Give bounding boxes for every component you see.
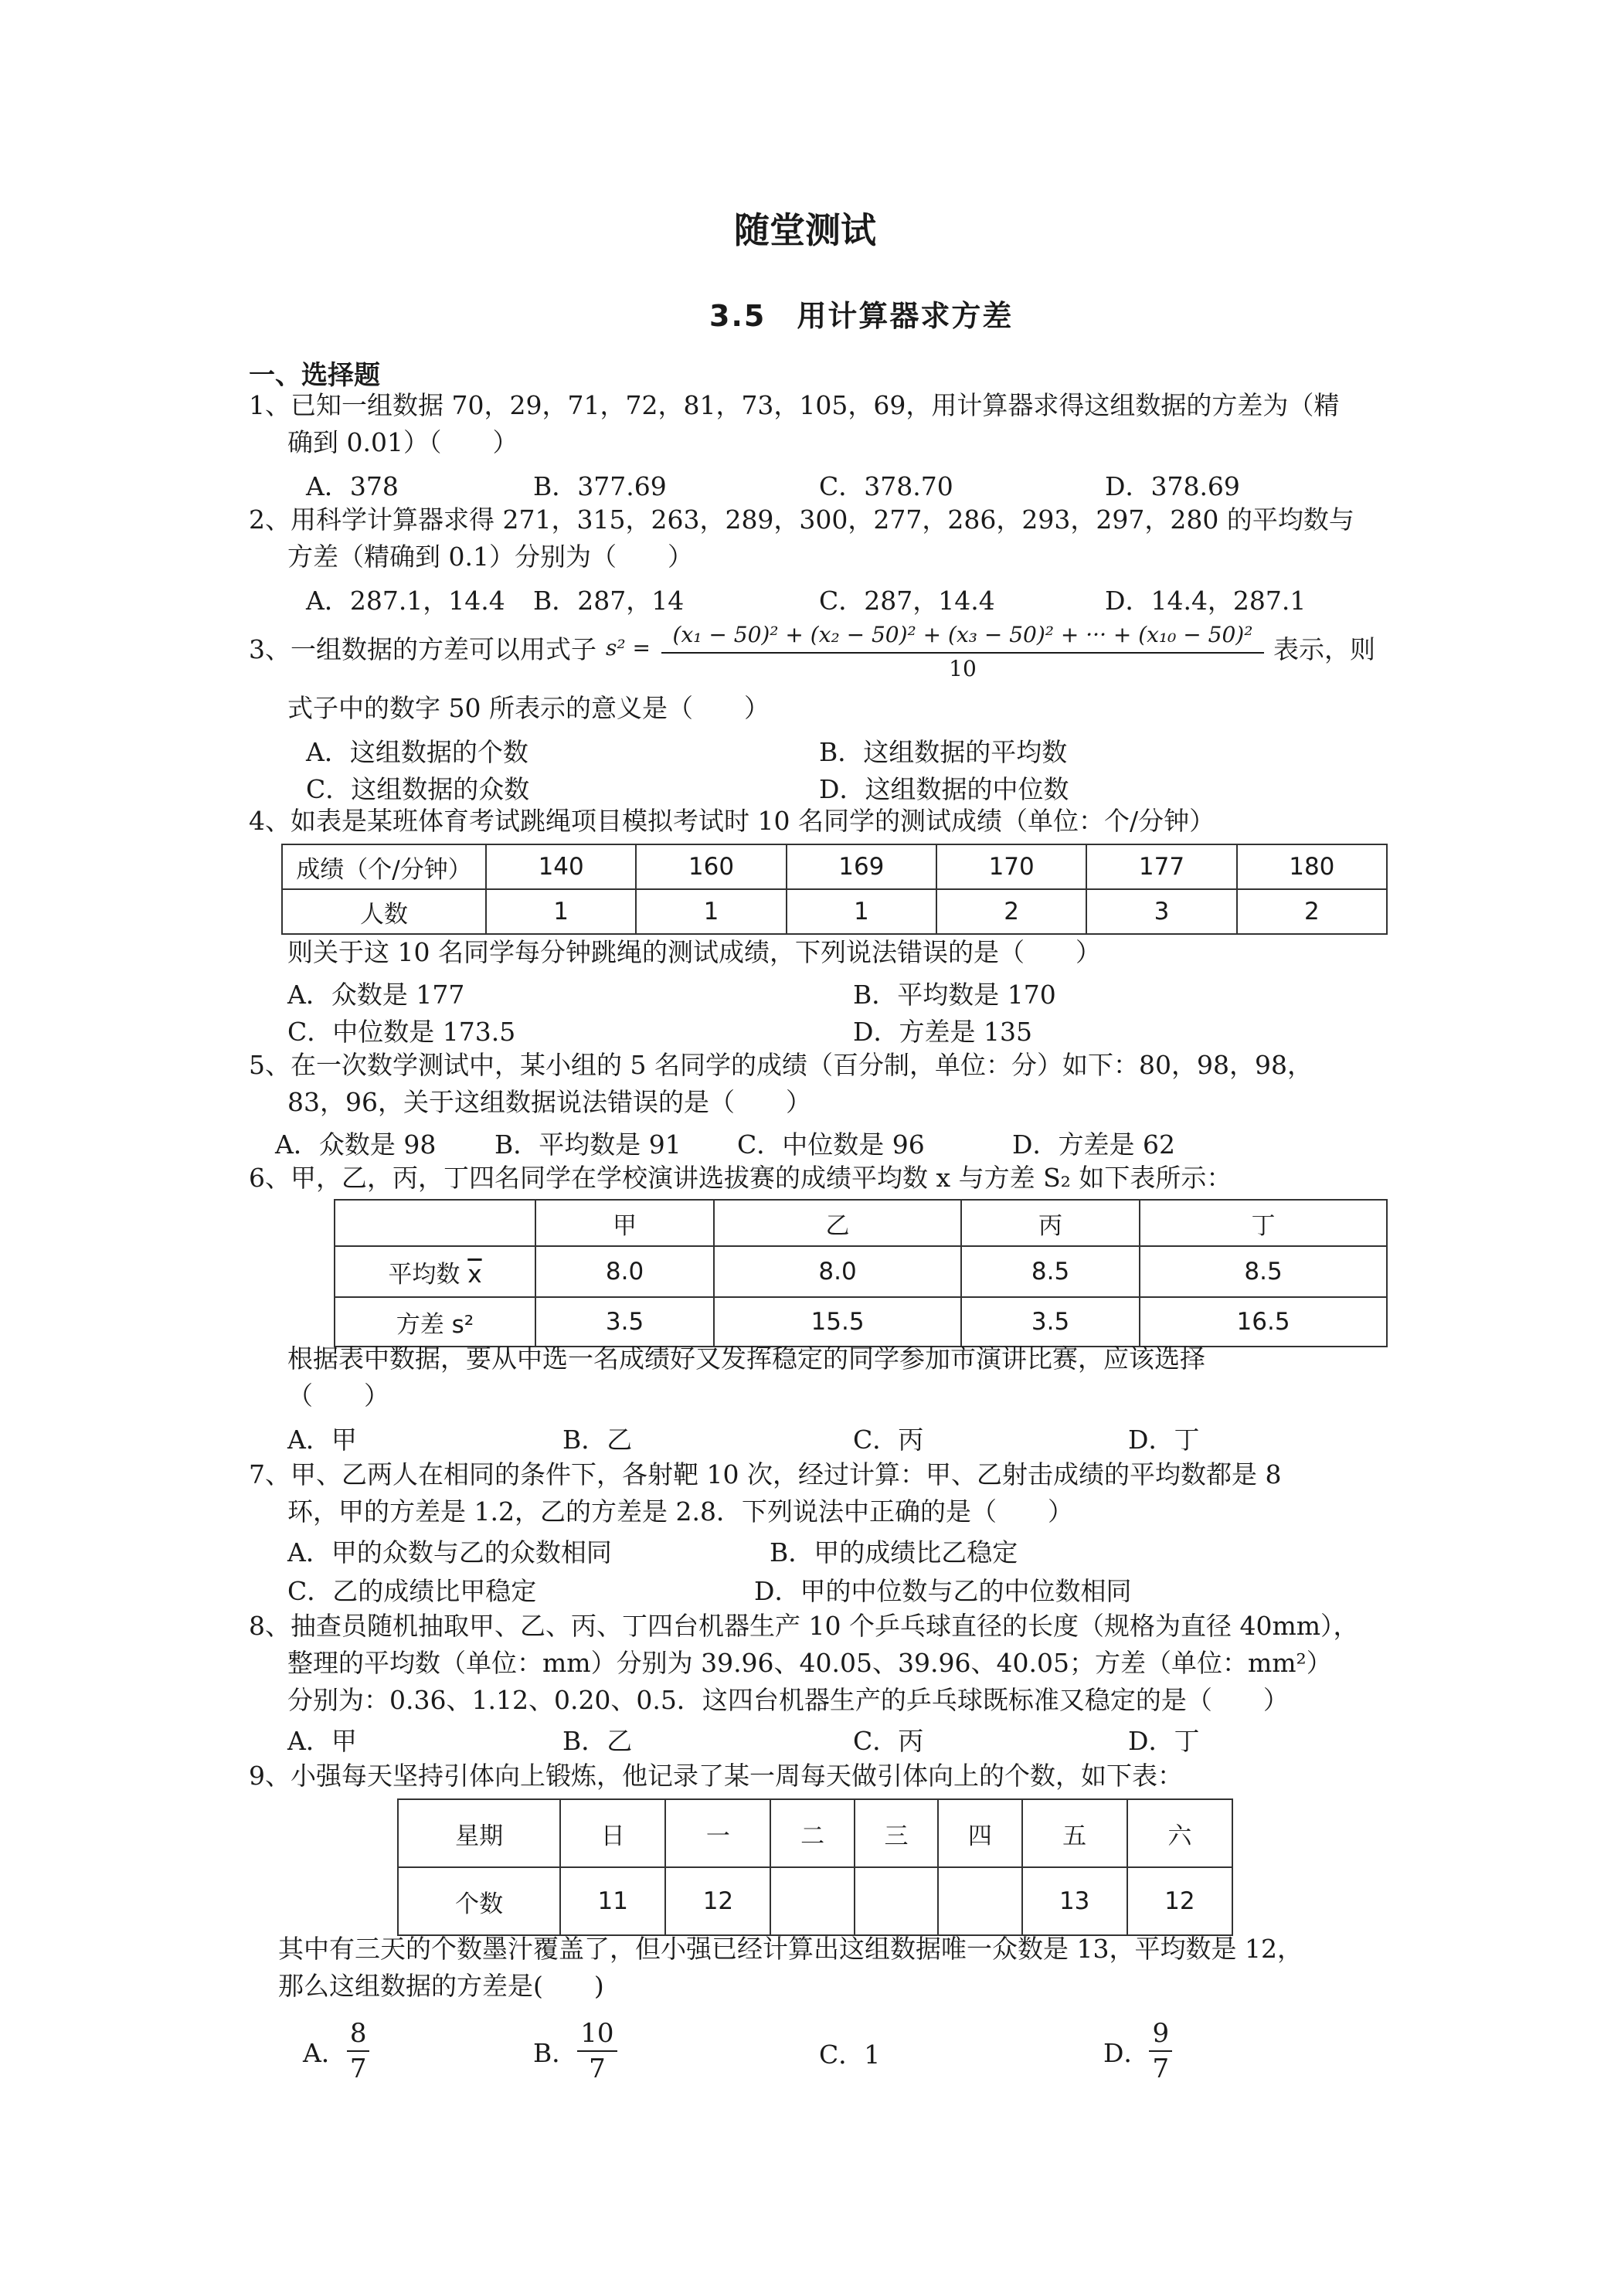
question-1-option-d: D．378.69 <box>1105 471 1240 501</box>
question-3-option-a: A．这组数据的个数 <box>306 737 528 767</box>
table-cell: 15.5 <box>714 1297 961 1347</box>
question-4-line-1: 4、如表是某班体育考试跳绳项目模拟考试时 10 名同学的测试成绩（单位：个/分钟） <box>249 806 1215 836</box>
table-cell: 8.0 <box>535 1246 714 1297</box>
question-7-option-c: C．乙的成绩比甲稳定 <box>287 1576 537 1606</box>
table-header-bing: 丙 <box>961 1200 1140 1246</box>
table-cell: 160 <box>636 844 786 889</box>
fraction <box>1149 2016 1172 2086</box>
table-cell: 12 <box>665 1867 770 1935</box>
table-cell: 一 <box>665 1799 770 1867</box>
table-cell: 五 <box>1022 1799 1127 1867</box>
section-heading: 一、选择题 <box>249 360 380 391</box>
speech-contest-table <box>334 1199 1388 1347</box>
question-4-option-b: B．平均数是 170 <box>853 980 1056 1010</box>
table-cell: 个数 <box>398 1867 560 1935</box>
table-header-yi: 乙 <box>714 1200 961 1246</box>
question-8-option-b: B．乙 <box>562 1726 633 1756</box>
question-9-option-a <box>303 2016 369 2086</box>
table-cell: 1 <box>636 889 786 934</box>
table-header-jia: 甲 <box>535 1200 714 1246</box>
table-cell <box>335 1200 535 1246</box>
question-9-option-c: C．1 <box>819 2040 881 2070</box>
mean-label: 平均数 <box>388 1260 460 1289</box>
table-cell: 169 <box>787 844 936 889</box>
table-cell: 星期 <box>398 1799 560 1867</box>
question-1-option-b: B．377.69 <box>533 471 667 501</box>
question-2-line-1: 2、用科学计算器求得 271，315，263，289，300，277，286，293，297，280 的平均数与 <box>249 504 1354 535</box>
question-8-line-3: 分别为：0.36、1.12、0.20、0.5．这四台机器生产的乒乓球既标准又稳定的是（ ） <box>287 1685 1289 1715</box>
variance-formula-fraction <box>661 618 1264 684</box>
variance-formula-denominator: 10 <box>949 656 977 681</box>
question-5-option-c: C．中位数是 96 <box>737 1129 925 1160</box>
question-3-prefix: 3、一组数据的方差可以用式子 <box>249 634 596 664</box>
question-3-option-b: B．这组数据的平均数 <box>819 737 1068 767</box>
table-cell: 13 <box>1022 1867 1127 1935</box>
question-2-option-d: D．14.4，287.1 <box>1105 586 1307 616</box>
option-label: B． <box>533 2037 578 2068</box>
question-8-line-2: 整理的平均数（单位：mm）分别为 39.96、40.05、39.96、40.05；方差（单位：mm²） <box>287 1648 1332 1678</box>
table-cell: 日 <box>560 1799 665 1867</box>
table-cell: 12 <box>1127 1867 1232 1935</box>
question-7-option-a: A．甲的众数与乙的众数相同 <box>287 1537 612 1567</box>
question-5-option-d: D．方差是 62 <box>1012 1129 1175 1160</box>
table-row-label-variance: 方差 s² <box>335 1297 535 1347</box>
table-cell: 人数 <box>282 889 486 934</box>
table-cell-covered <box>938 1867 1021 1935</box>
question-1-option-c: C．378.70 <box>819 471 953 501</box>
table-cell-covered <box>855 1867 938 1935</box>
table-cell: 六 <box>1127 1799 1232 1867</box>
table-cell: 177 <box>1086 844 1236 889</box>
table-cell: 3.5 <box>535 1297 714 1347</box>
fraction-denominator: 7 <box>589 2053 606 2084</box>
question-2-option-b: B．287，14 <box>533 586 685 616</box>
fraction-numerator: 9 <box>1149 2016 1172 2052</box>
table-cell: 二 <box>770 1799 854 1867</box>
table-row <box>335 1246 1387 1297</box>
table-cell: 16.5 <box>1140 1297 1387 1347</box>
question-1-line-1: 1、已知一组数据 70，29，71，72，81，73，105，69，用计算器求得这组数据的方差为（精 <box>249 390 1340 420</box>
table-cell: 3 <box>1086 889 1236 934</box>
question-5-option-a: A．众数是 98 <box>275 1129 437 1160</box>
question-6-option-d: D．丁 <box>1128 1425 1200 1455</box>
table-cell: 2 <box>936 889 1086 934</box>
question-9-line-3: 那么这组数据的方差是( ) <box>278 1971 604 2001</box>
pull-up-record-table <box>397 1798 1233 1936</box>
table-cell: 140 <box>486 844 636 889</box>
question-6-line-1: 6、甲，乙，丙，丁四名同学在学校演讲选拔赛的成绩平均数 x 与方差 S₂ 如下表所示： <box>249 1163 1232 1193</box>
table-row <box>282 844 1387 889</box>
question-2-option-a: A．287.1，14.4 <box>306 586 505 616</box>
question-6-line-2: 根据表中数据，要从中选一名成绩好又发挥稳定的同学参加市演讲比赛，应该选择 <box>287 1343 1205 1374</box>
table-cell: 11 <box>560 1867 665 1935</box>
question-5-line-2: 83，96，关于这组数据说法错误的是（ ） <box>287 1087 811 1117</box>
question-6-line-3: （ ） <box>287 1381 389 1411</box>
table-cell: 170 <box>936 844 1086 889</box>
table-cell: 成绩（个/分钟） <box>282 844 486 889</box>
question-9-option-b <box>533 2016 617 2086</box>
question-7-option-d: D．甲的中位数与乙的中位数相同 <box>754 1576 1132 1606</box>
table-cell: 8.5 <box>961 1246 1140 1297</box>
fraction-denominator: 7 <box>1152 2053 1170 2084</box>
question-8-option-c: C．丙 <box>853 1726 924 1756</box>
question-7-line-1: 7、甲、乙两人在相同的条件下，各射靶 10 次，经过计算：甲、乙射击成绩的平均数都是 8 <box>249 1459 1282 1489</box>
table-row <box>335 1297 1387 1347</box>
table-row-label-mean <box>335 1246 535 1297</box>
table-row <box>398 1867 1232 1935</box>
table-cell: 180 <box>1237 844 1387 889</box>
question-1-option-a: A．378 <box>306 471 399 501</box>
question-5-line-1: 5、在一次数学测试中，某小组的 5 名同学的成绩（百分制，单位：分）如下：80，98，98， <box>249 1050 1313 1080</box>
jump-rope-score-table <box>281 844 1388 935</box>
table-cell-covered <box>770 1867 854 1935</box>
table-cell: 三 <box>855 1799 938 1867</box>
question-3-suffix: 表示，则 <box>1273 634 1375 664</box>
fraction-denominator: 7 <box>349 2053 367 2084</box>
fraction <box>577 2016 617 2086</box>
variance-formula-numerator: (x₁ − 50)² + (x₂ − 50)² + (x₃ − 50)² + ··· + (x₁₀ − 50)² <box>661 618 1264 654</box>
question-3-line-2: 式子中的数字 50 所表示的意义是（ ） <box>287 693 770 723</box>
question-8-option-a: A．甲 <box>287 1726 357 1756</box>
table-cell: 2 <box>1237 889 1387 934</box>
table-cell: 8.5 <box>1140 1246 1387 1297</box>
table-cell: 8.0 <box>714 1246 961 1297</box>
question-2-option-c: C．287，14.4 <box>819 586 995 616</box>
question-6-option-b: B．乙 <box>562 1425 633 1455</box>
table-cell: 3.5 <box>961 1297 1140 1347</box>
page-subtitle: 3.5 用计算器求方差 <box>709 299 1014 333</box>
option-label: D． <box>1103 2037 1150 2068</box>
question-5-option-b: B．平均数是 91 <box>494 1129 681 1160</box>
fraction-numerator: 10 <box>577 2016 617 2052</box>
table-row <box>282 889 1387 934</box>
question-9-line-1: 9、小强每天坚持引体向上锻炼，他记录了某一周每天做引体向上的个数，如下表： <box>249 1761 1183 1791</box>
question-4-line-2: 则关于这 10 名同学每分钟跳绳的测试成绩，下列说法错误的是（ ） <box>287 937 1101 967</box>
question-1-line-2: 确到 0.01）（ ） <box>287 427 518 457</box>
table-cell: 四 <box>938 1799 1021 1867</box>
table-header-ding: 丁 <box>1140 1200 1387 1246</box>
question-2-line-2: 方差（精确到 0.1）分别为（ ） <box>287 542 693 572</box>
question-4-option-c: C．中位数是 173.5 <box>287 1017 516 1047</box>
option-label: A． <box>303 2037 347 2068</box>
question-9-line-2: 其中有三天的个数墨汁覆盖了，但小强已经计算出这组数据唯一众数是 13，平均数是 12， <box>278 1934 1303 1964</box>
question-3-option-c: C．这组数据的众数 <box>306 774 530 804</box>
question-8-line-1: 8、抽查员随机抽取甲、乙、丙、丁四台机器生产 10 个乒乓球直径的长度（规格为直径 40mm）， <box>249 1611 1359 1641</box>
x-bar-symbol: $\overline{x}$ <box>467 1260 482 1289</box>
fraction-numerator: 8 <box>347 2016 370 2052</box>
table-cell: 1 <box>787 889 936 934</box>
question-3-option-d: D．这组数据的中位数 <box>819 774 1069 804</box>
page-title: 随堂测试 <box>734 209 876 251</box>
question-4-option-a: A．众数是 177 <box>287 980 465 1010</box>
table-row <box>335 1200 1387 1246</box>
question-4-option-d: D．方差是 135 <box>853 1017 1032 1047</box>
question-8-option-d: D．丁 <box>1128 1726 1200 1756</box>
fraction <box>347 2016 370 2086</box>
question-7-line-2: 环，甲的方差是 1.2，乙的方差是 2.8．下列说法中正确的是（ ） <box>287 1496 1073 1527</box>
question-6-option-c: C．丙 <box>853 1425 924 1455</box>
variance-formula-lhs: s² = <box>606 635 651 661</box>
question-7-option-b: B．甲的成绩比乙稳定 <box>770 1537 1018 1567</box>
table-row <box>398 1799 1232 1867</box>
question-9-option-d <box>1103 2016 1172 2086</box>
table-cell: 1 <box>486 889 636 934</box>
question-6-option-a: A．甲 <box>287 1425 357 1455</box>
